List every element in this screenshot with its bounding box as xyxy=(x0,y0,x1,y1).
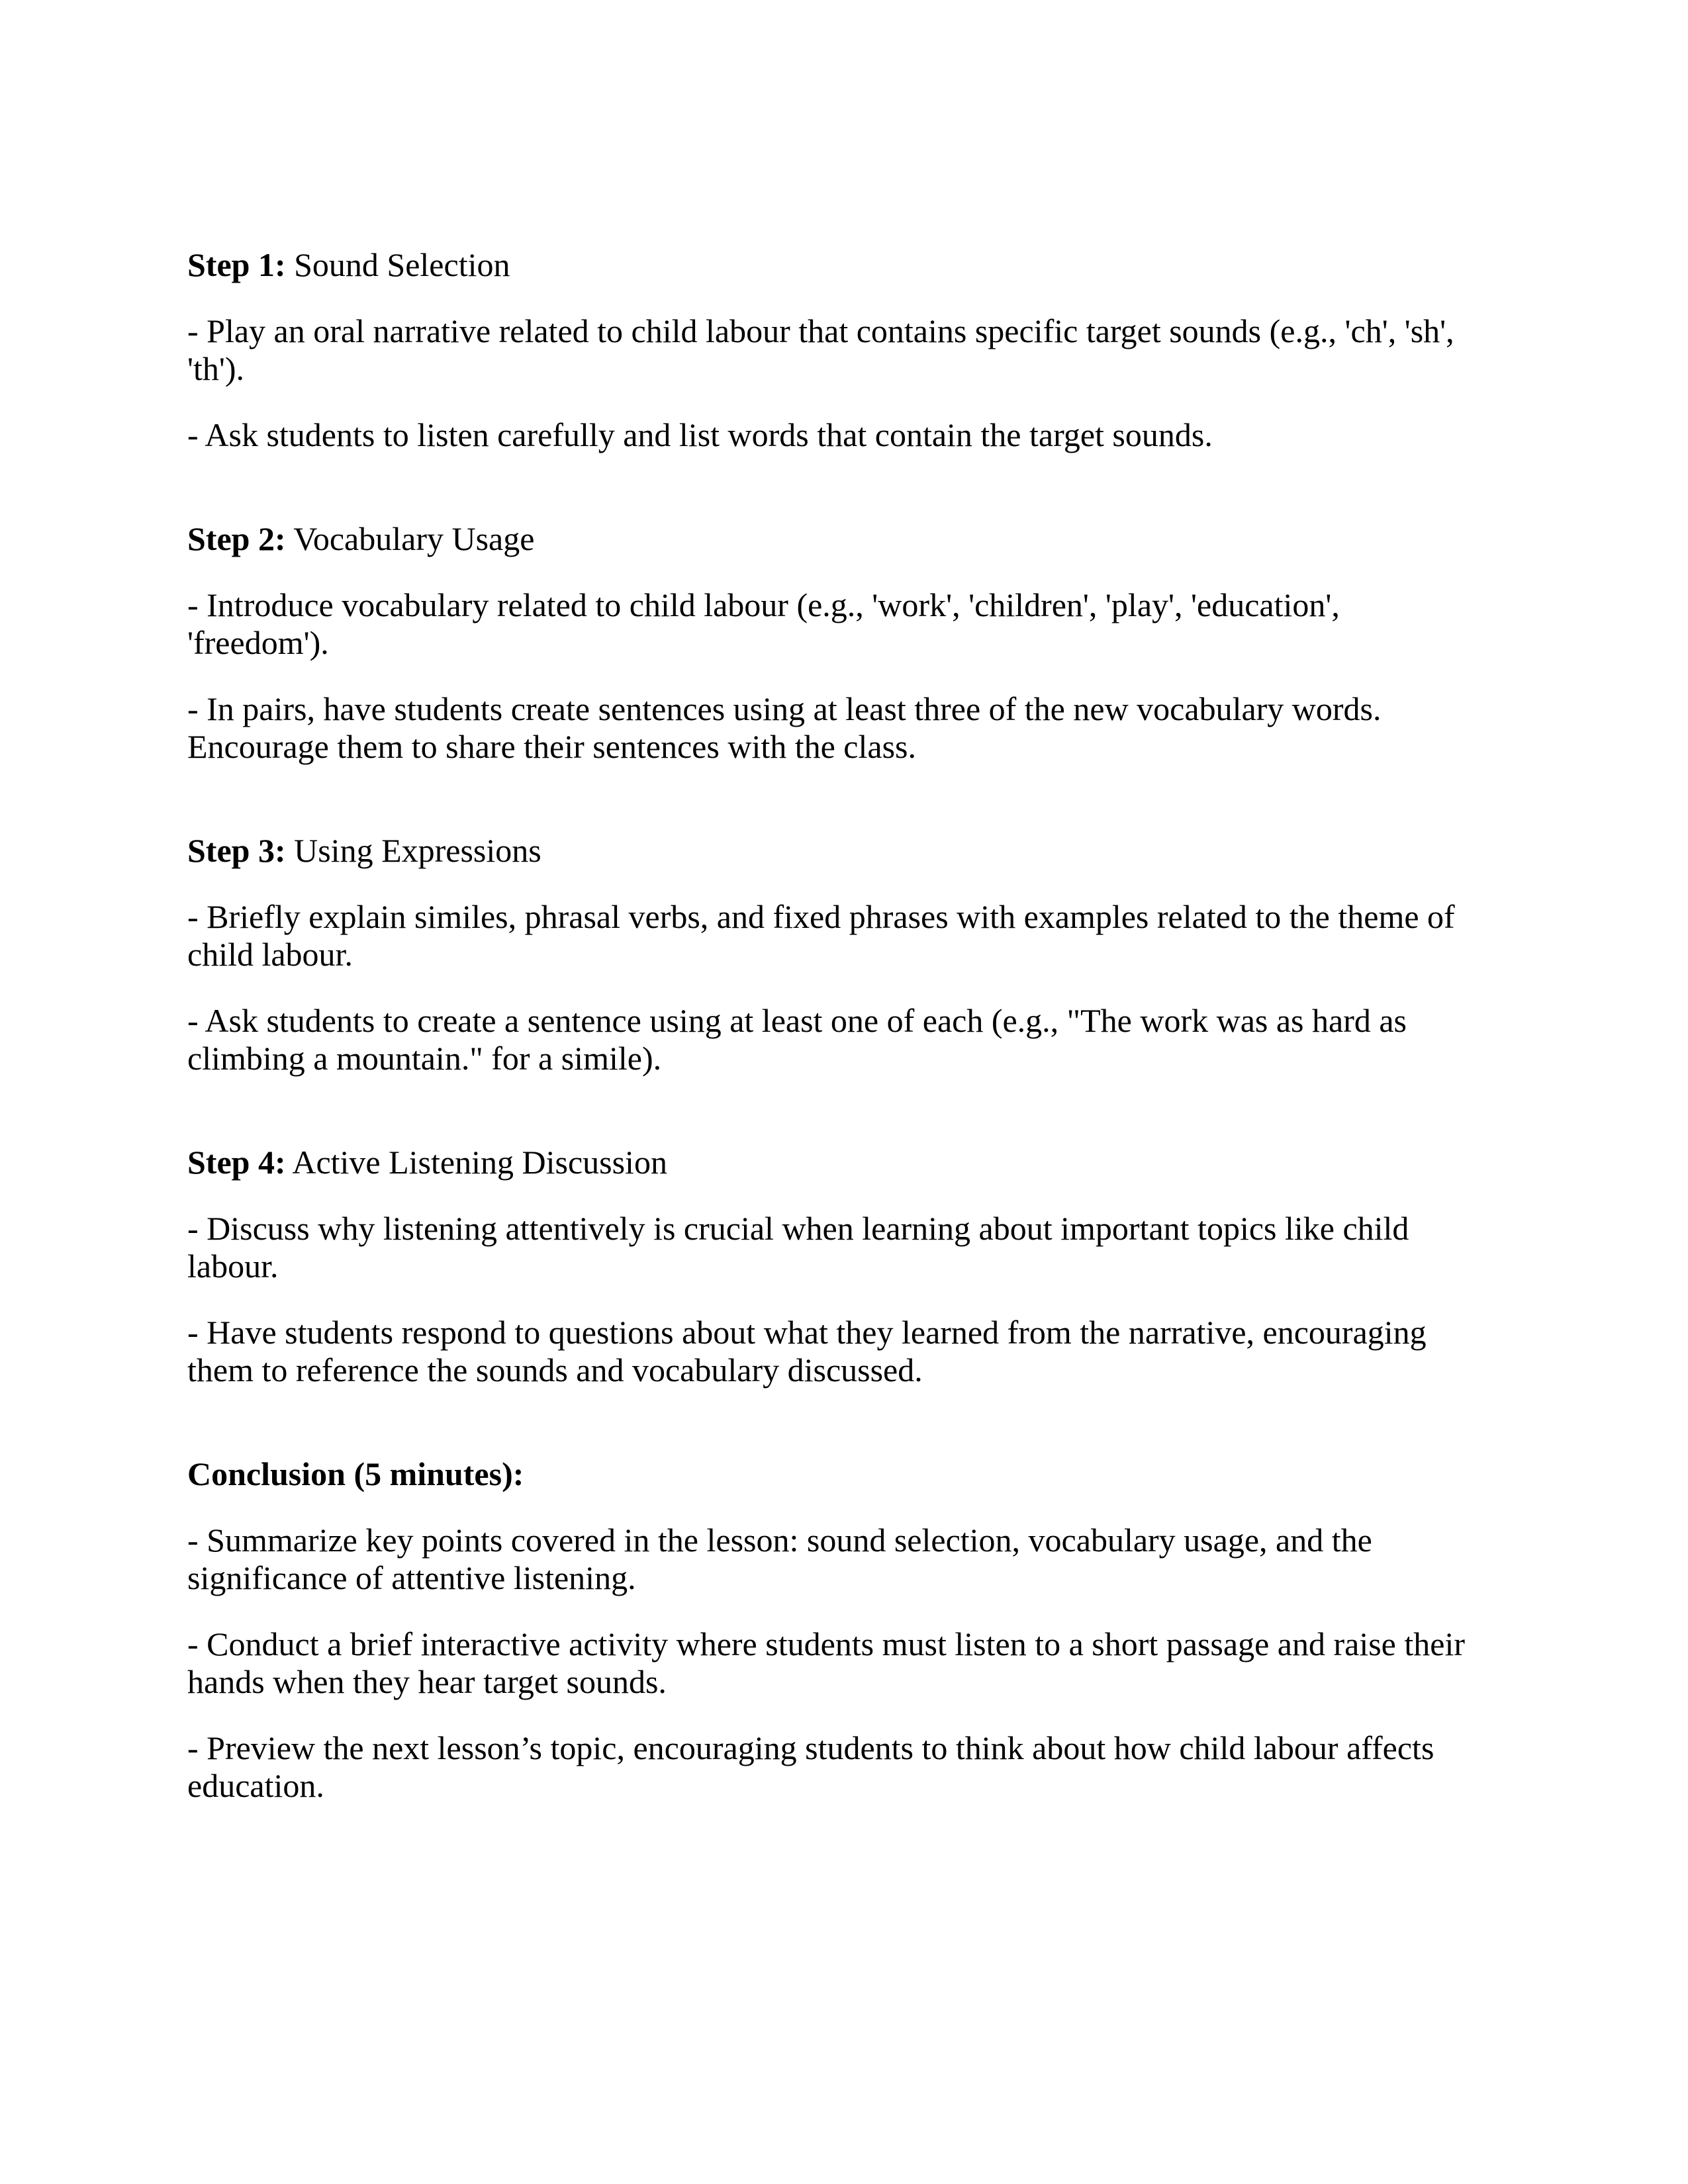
heading-bold-label: Step 2: xyxy=(187,520,286,557)
paragraph: - Conduct a brief interactive activity where students must listen to a short passage and raise their hands when they hear target sounds. xyxy=(187,1625,1465,1700)
paragraph: - Summarize key points covered in the lesson: sound selection, vocabulary usage, and the significance of attentive listening. xyxy=(187,1522,1372,1596)
paragraph: - Preview the next lesson’s topic, encouraging students to think about how child labour affects education. xyxy=(187,1729,1434,1804)
section-step-4 xyxy=(187,1144,1472,1389)
section-heading xyxy=(187,246,1472,284)
section-heading xyxy=(187,1144,1472,1181)
paragraph: - Introduce vocabulary related to child labour (e.g., 'work', 'children', 'play', 'education', 'freedom'). xyxy=(187,586,1340,661)
paragraph: - Briefly explain similes, phrasal verbs, and fixed phrases with examples related to the theme of child labour. xyxy=(187,898,1455,973)
heading-bold-label: Step 3: xyxy=(187,832,286,869)
paragraph: - Ask students to create a sentence using at least one of each (e.g., "The work was as hard as climbing a mountain." for a simile). xyxy=(187,1002,1407,1077)
heading-title: Sound Selection xyxy=(285,246,510,283)
section-step-2 xyxy=(187,520,1472,766)
lesson-plan-content xyxy=(187,246,1472,1805)
paragraph: - Ask students to listen carefully and list words that contain the target sounds. xyxy=(187,416,1213,453)
heading-title: Active Listening Discussion xyxy=(285,1144,667,1181)
heading-bold-label: Step 1: xyxy=(187,246,286,283)
section-heading xyxy=(187,832,1472,870)
section-step-1 xyxy=(187,246,1472,454)
heading-bold-label: Conclusion (5 minutes): xyxy=(187,1455,524,1492)
section-conclusion xyxy=(187,1455,1472,1805)
paragraph: - In pairs, have students create sentences using at least three of the new vocabulary words. Encourage them to share their sentences with the class. xyxy=(187,690,1382,765)
section-step-3 xyxy=(187,832,1472,1077)
section-heading xyxy=(187,520,1472,558)
heading-bold-label: Step 4: xyxy=(187,1144,286,1181)
heading-title: Using Expressions xyxy=(285,832,541,869)
heading-title: Vocabulary Usage xyxy=(285,520,535,557)
section-heading xyxy=(187,1455,1472,1493)
paragraph: - Play an oral narrative related to child labour that contains specific target sounds (e.g., 'ch', 'sh', 'th'). xyxy=(187,312,1454,387)
paragraph: - Discuss why listening attentively is crucial when learning about important topics like child labour. xyxy=(187,1210,1409,1285)
paragraph: - Have students respond to questions about what they learned from the narrative, encouraging them to reference the sounds and vocabulary discussed. xyxy=(187,1314,1427,1388)
